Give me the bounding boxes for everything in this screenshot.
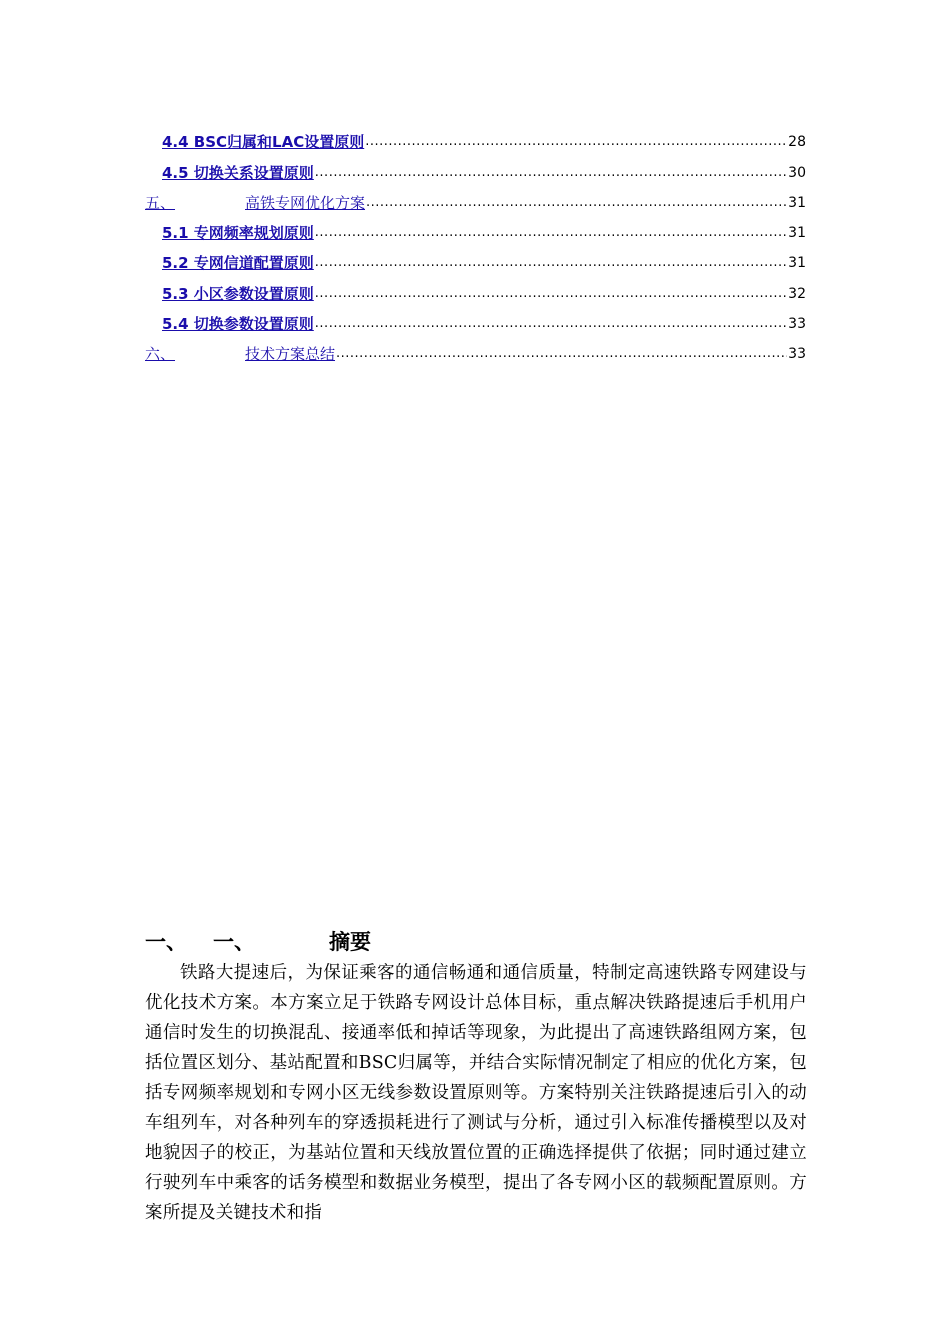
toc-link[interactable]: 五、 高铁专网优化方案 [145, 193, 366, 212]
toc-page-number: 30 [788, 164, 806, 181]
toc-leader-dots [336, 344, 787, 364]
toc-leader-dots [315, 163, 787, 183]
toc-chapter-number: 五、 [145, 193, 176, 212]
toc-entry-chapter-6[interactable] [145, 334, 806, 364]
toc-leader-dots [365, 132, 787, 152]
toc-link[interactable]: 5.1 专网频率规划原则 [162, 224, 314, 243]
toc-link[interactable]: 5.2 专网信道配置原则 [162, 254, 314, 273]
toc-leader-dots [366, 193, 787, 213]
toc-entry-5-2[interactable] [145, 243, 806, 273]
toc-entry-5-1[interactable] [145, 213, 806, 243]
heading-title: 摘要 [329, 930, 371, 954]
toc-page-number: 31 [788, 194, 806, 211]
table-of-contents [145, 122, 806, 364]
toc-page-number: 32 [788, 285, 806, 302]
toc-entry-5-4[interactable] [145, 304, 806, 334]
toc-leader-dots [315, 223, 787, 243]
heading-number: 一、 [145, 930, 187, 954]
toc-page-number: 33 [788, 316, 806, 333]
toc-link[interactable]: 5.3 小区参数设置原则 [162, 284, 314, 303]
toc-link[interactable]: 4.4 BSC归属和LAC设置原则 [162, 133, 365, 152]
toc-leader-dots [315, 314, 787, 334]
toc-page-number: 31 [788, 225, 806, 242]
heading-number-duplicate: 一、 [213, 930, 255, 954]
toc-page-number: 28 [788, 134, 806, 151]
toc-leader-dots [315, 284, 787, 304]
toc-entry-5-3[interactable] [145, 273, 806, 303]
toc-chapter-number: 六、 [145, 345, 176, 364]
section-heading [145, 926, 371, 956]
toc-entry-4-4[interactable] [145, 122, 806, 152]
toc-link[interactable]: 4.5 切换关系设置原则 [162, 163, 314, 182]
toc-page-number: 31 [788, 255, 806, 272]
toc-entry-chapter-5[interactable] [145, 183, 806, 213]
abstract-paragraph: 铁路大提速后，为保证乘客的通信畅通和通信质量，特制定高速铁路专网建设与优化技术方案。本方案立足于铁路专网设计总体目标，重点解决铁路提速后手机用户通信时发生的切换混乱、接通率低和掉话等现象，为此提出了高速铁路组网方案，包括位置区划分、基站配置和BSC归属等，并结合实际情况制定了相应的优化方案，包括专网频率规划和专网小区无线参数设置原则等。方案特别关注铁路提速后引入的动车组列车，对各种列车的穿透损耗进行了测试与分析，通过引入标准传播模型以及对地貌因子的校正，为基站位置和天线放置位置的正确选择提供了依据；同时通过建立行驶列车中乘客的话务模型和数据业务模型，提出了各专网小区的载频配置原则。方案所提及关键技术和指 [145, 963, 807, 1223]
toc-link[interactable]: 六、 技术方案总结 [145, 345, 336, 364]
toc-entry-4-5[interactable] [145, 152, 806, 182]
toc-leader-dots [315, 253, 787, 273]
toc-link[interactable]: 5.4 切换参数设置原则 [162, 315, 314, 334]
toc-page-number: 33 [788, 346, 806, 363]
